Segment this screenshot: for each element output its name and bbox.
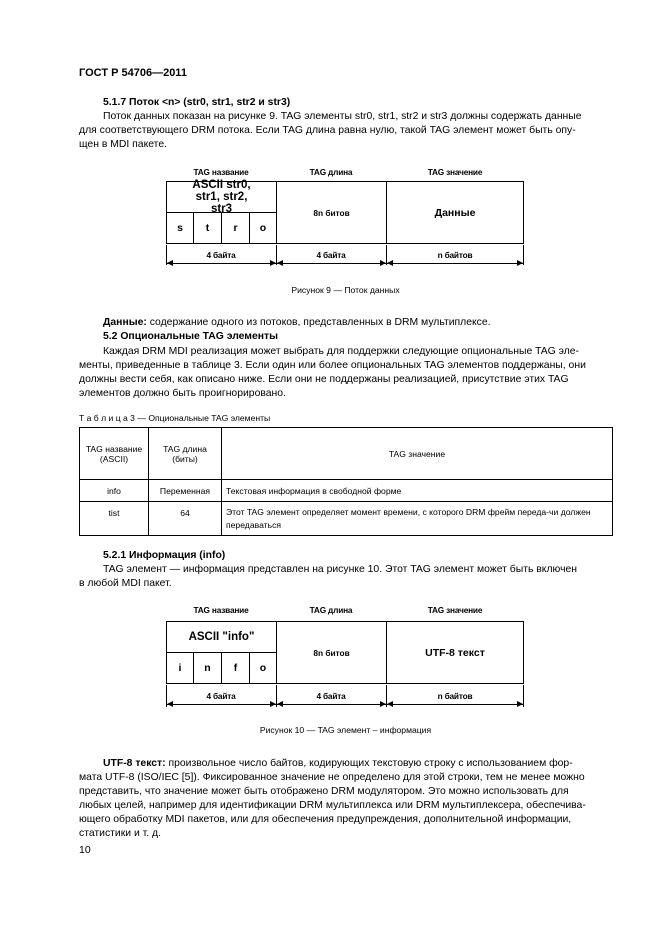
- table-row: [80, 502, 613, 536]
- fig10-length-cell: 8n битов: [276, 621, 387, 684]
- section-heading-52: 5.2 Опциональные TAG элементы: [103, 331, 279, 342]
- fig9-char-s: s: [166, 212, 194, 244]
- document-header: ГОСТ Р 54706—2011: [79, 67, 187, 79]
- para-521-line1: TAG элемент — информация представлен на рисунке 10. Этот TAG элемент может быть включен: [103, 564, 578, 575]
- para-52-line4: элементов должно быть проигнорировано.: [79, 388, 286, 399]
- fig10-col-label-name: TAG название: [193, 605, 249, 615]
- utf8-text-line5: ющего обработку MDI пакетов, или для обеспечения предупреждения, дополнительной информации,: [79, 814, 572, 825]
- table3-header-row: [80, 428, 613, 480]
- utf8-text-line2: мата UTF-8 (ISO/IEC [5]). Фиксированное значение не определено для этой строки, тем не менее можно: [79, 772, 585, 783]
- table3: [79, 427, 613, 536]
- data-term: Данные:: [103, 317, 147, 328]
- para-521-line2: в любой MDI пакет.: [79, 578, 172, 589]
- table3-cell: Этот TAG элемент определяет момент времени, с которого DRM фрейм переда-чи должен передаваться: [222, 502, 613, 536]
- para-517-line2: для соответствующего DRM потока. Если TAG длина равна нулю, такой TAG элемент может быть опу-: [79, 125, 576, 136]
- fig9-dim-value: n байтов: [437, 250, 473, 260]
- para-52-line2: менты, приведенные в таблице 3. Если один или более опциональных TAG элементов поддержаны, они: [79, 360, 586, 371]
- fig9-length-cell: 8n битов: [276, 181, 387, 244]
- utf8-text-line3: представить, что значение может быть отображено DRM модулятором. Это можно использовать для: [79, 786, 569, 797]
- utf8-text-line6: статистики и т. д.: [79, 828, 161, 839]
- utf8-text-line1: произвольное число байтов, кодирующих текстовую строку с использованием фор-: [165, 758, 573, 769]
- fig10-char-i: i: [166, 652, 194, 684]
- table3-cell: info: [80, 480, 149, 502]
- fig10-dim-value: n байтов: [437, 691, 473, 701]
- fig10-char-n: n: [193, 652, 222, 684]
- fig9-caption: Рисунок 9 — Поток данных: [291, 285, 400, 295]
- fig10-col-label-value: TAG значение: [427, 605, 483, 615]
- data-definition: [103, 316, 491, 331]
- fig10-caption: Рисунок 10 — TAG элемент – информация: [259, 725, 432, 735]
- fig10-ascii-cell: ASCII "info": [166, 621, 277, 653]
- para-517-line1: Поток данных показан на рисунке 9. TAG элементы str0, str1, str2 и str3 должны содержать данные: [103, 111, 582, 122]
- para-52-line1: Каждая DRM MDI реализация может выбрать для поддержки следующие опциональные TAG эле-: [103, 346, 580, 357]
- fig10-col-label-length: TAG длина: [309, 605, 353, 615]
- utf8-text-line4: любых целей, например для идентификации DRM мультиплекса или DRM мультиплексера, обеспечива-: [79, 800, 586, 811]
- fig10-value-cell: UTF-8 текст: [386, 621, 524, 684]
- section-heading-517: 5.1.7 Поток <n> (str0, str1, str2 и str3): [103, 97, 291, 108]
- para-517-line3: щен в MDI пакете.: [79, 139, 167, 150]
- table3-header-value: TAG значение: [222, 428, 613, 480]
- table3-cell: Текстовая информация в свободной форме: [222, 480, 613, 502]
- section-heading-521: 5.2.1 Информация (info): [103, 550, 226, 561]
- table3-cell: 64: [149, 502, 222, 536]
- table3-title: Т а б л и ц а 3 — Опциональные TAG элементы: [79, 413, 271, 423]
- fig9-char-o: o: [249, 212, 277, 244]
- fig9-ascii-cell: ASCII str0, str1, str2, str3: [166, 181, 277, 213]
- table3-cell: Переменная: [149, 480, 222, 502]
- fig9-char-r: r: [221, 212, 250, 244]
- utf8-term: UTF-8 текст:: [103, 758, 166, 769]
- table3-header-name: TAG название (ASCII): [80, 428, 149, 480]
- para-52-line3: должны вести себя, как описано ниже. Если они не поддержаны реализацией, присутствие этих TAG: [79, 374, 569, 385]
- data-term-text: содержание одного из потоков, представленных в DRM мультиплексе.: [146, 317, 491, 328]
- fig9-dim-name: 4 байта: [206, 250, 236, 260]
- table3-cell: tist: [80, 502, 149, 536]
- fig9-col-label-length: TAG длина: [309, 167, 353, 177]
- fig10-char-o: o: [249, 652, 277, 684]
- fig9-dim-length: 4 байта: [316, 250, 346, 260]
- fig10-dim-length: 4 байта: [316, 691, 346, 701]
- fig9-col-label-value: TAG значение: [427, 167, 483, 177]
- fig9-col-label-name: TAG название: [193, 167, 249, 177]
- fig10-char-f: f: [221, 652, 250, 684]
- page-number: 10: [79, 844, 91, 856]
- fig10-dim-name: 4 байта: [206, 691, 236, 701]
- table3-header-length: TAG длина (биты): [149, 428, 222, 480]
- utf8-definition-line1: [103, 757, 573, 772]
- fig9-char-t: t: [193, 212, 222, 244]
- table-row: [80, 480, 613, 502]
- fig9-value-cell: Данные: [386, 181, 524, 244]
